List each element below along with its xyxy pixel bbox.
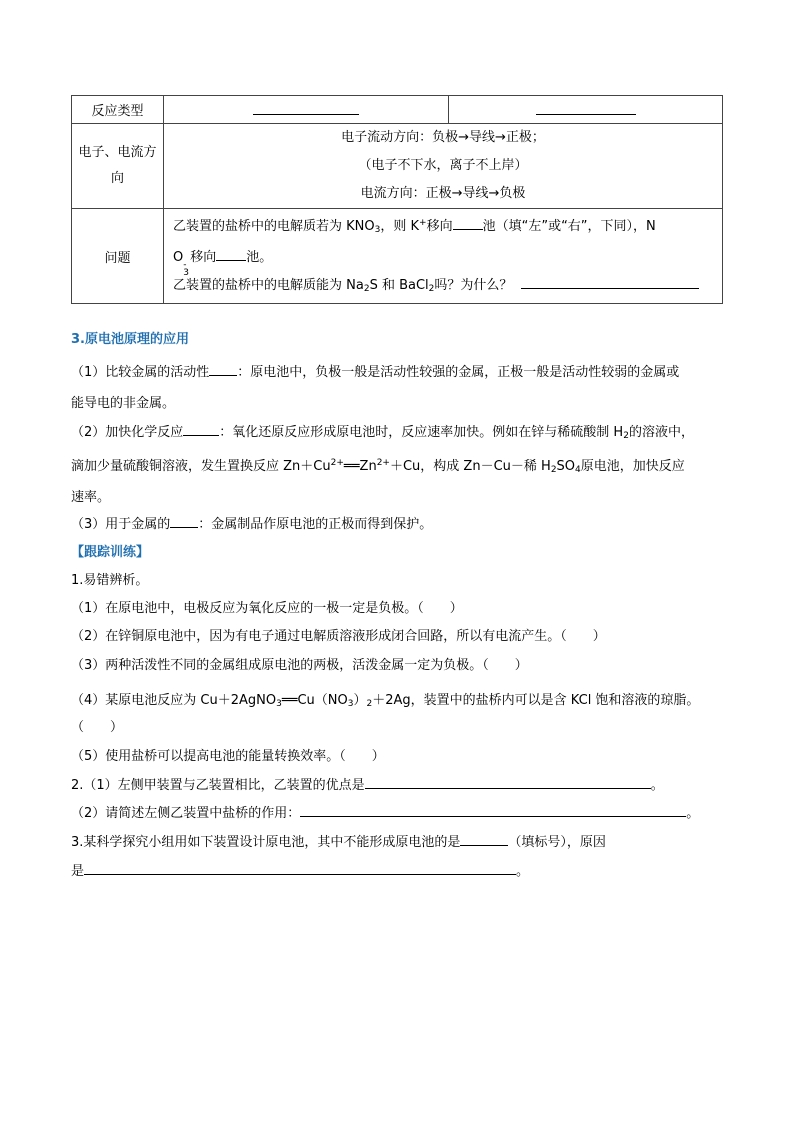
answer-blank[interactable] <box>84 860 516 875</box>
answer-blank[interactable] <box>216 246 246 261</box>
row-label-direction <box>72 124 164 209</box>
training-title: 【跟踪训练】 <box>71 545 150 560</box>
question-line-1: 乙装置的盐桥中的电解质若为 $KNO_3$，则 K+移向 池（填“左”或“右”，下同），N <box>173 209 722 244</box>
application-1-line2: 能导电的非金属。 <box>71 396 176 411</box>
question-1-item-4-bracket: （ ） <box>71 720 124 735</box>
question-2-part-1: 2.（1）左侧甲装置与乙装置相比，乙装置的优点是 。 <box>71 774 664 793</box>
application-3-line: （3）用于金属的 ：金属制品作原电池的正极而得到保护。 <box>71 513 432 532</box>
reaction-type-cell-left <box>164 96 449 124</box>
summary-table <box>71 95 723 304</box>
table-row <box>72 96 723 124</box>
question-1-item-5: （5）使用盐桥可以提高电池的能量转换效率。（ ） <box>71 749 385 764</box>
answer-blank[interactable] <box>209 361 237 376</box>
direction-cell <box>164 124 723 209</box>
answer-blank[interactable] <box>536 100 636 115</box>
answer-blank[interactable] <box>521 274 699 289</box>
application-2-line3: 速率。 <box>71 490 111 505</box>
question-1-item-1: （1）在原电池中，电极反应为氧化反应的一极一定是负极。（ ） <box>71 601 463 616</box>
answer-blank[interactable] <box>460 831 508 846</box>
row-label-direction-line1: 电子、电流方 <box>78 145 157 160</box>
question-cell <box>164 209 723 304</box>
question-3-line-2: 是 。 <box>71 860 529 879</box>
question-1-item-4: （4）某原电池反应为 $Cu+2AgNO_3══Cu(NO_3)_2+2Ag$，装置中的盐桥内可以是含 KCl 饱和溶液的琼脂。 <box>71 693 700 709</box>
question-1-title: 1.易错辨析。 <box>71 573 149 588</box>
section-title: 3.原电池原理的应用 <box>71 332 189 347</box>
question-1-item-2: （2）在锌铜原电池中，因为有电子通过电解质溶液形成闭合回路，所以有电流产生。（ ） <box>71 629 606 644</box>
question-3-line-1: 3.某科学探究小组用如下装置设计原电池，其中不能形成原电池的是 （填标号），原因 <box>71 831 606 850</box>
answer-blank[interactable] <box>300 802 686 817</box>
row-label-reaction-type: 反应类型 <box>72 96 164 124</box>
answer-blank[interactable] <box>365 774 651 789</box>
mnemonic-text: （电子不下水，离子不上岸） <box>358 158 528 173</box>
answer-blank[interactable] <box>253 100 359 115</box>
table-row <box>72 124 723 209</box>
answer-blank[interactable] <box>453 215 483 230</box>
question-2-part-2: （2）请简述左侧乙装置中盐桥的作用： 。 <box>71 802 699 821</box>
answer-blank[interactable] <box>170 513 198 528</box>
row-label-direction-line2: 向 <box>110 171 124 186</box>
reaction-type-cell-right <box>449 96 723 124</box>
application-1-line1: （1）比较金属的活动性 ：原电池中，负极一般是活动性较强的金属，正极一般是活动性较弱的金属或 <box>71 361 679 380</box>
question-1-item-3: （3）两种活泼性不同的金属组成原电池的两极，活泼金属一定为负极。（ ） <box>71 658 528 673</box>
question-line-2: O - 3 移向 池。 <box>173 244 722 272</box>
row-label-question: 问题 <box>72 209 164 304</box>
table-row <box>72 209 723 304</box>
question-line-3: 乙装置的盐桥中的电解质能为 $Na_2S$ 和 BaCl$_2$吗？为什么？ <box>173 272 722 303</box>
application-2-line2: 滴加少量硫酸铜溶液，发生置换反应 $Zn+Cu^{2+}══Zn^{2+}+Cu$，构成 Zn－Cu－稀 $H_2SO_4$原电池，加快反应 <box>71 458 685 475</box>
answer-blank[interactable] <box>183 421 219 436</box>
current-flow-text: 电流方向：正极→导线→负极 <box>360 186 526 201</box>
electron-flow-text: 电子流动方向：负极→导线→正极； <box>341 130 545 145</box>
application-2-line1: （2）加快化学反应 ：氧化还原反应形成原电池时，反应速率加快。例如在锌与稀硫酸制 $H_2$的溶液中， <box>71 421 694 441</box>
